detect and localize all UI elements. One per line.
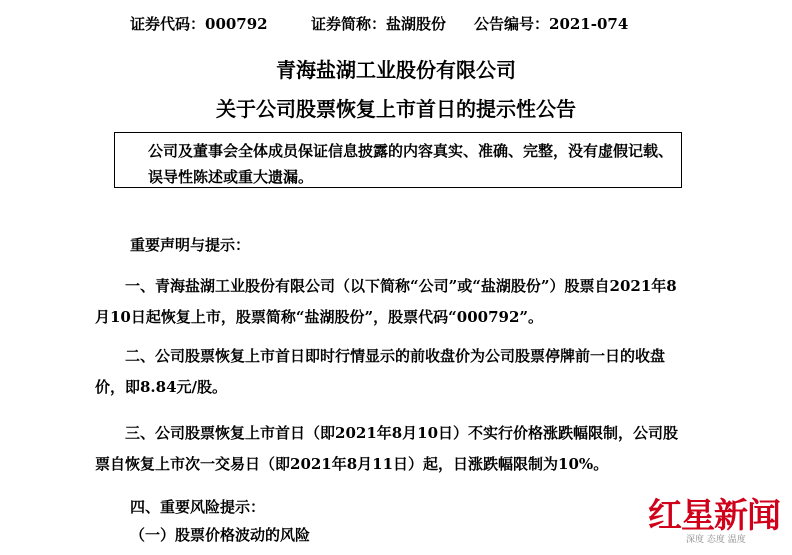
announcement-title: 关于公司股票恢复上市首日的提示性公告: [216, 97, 576, 121]
hongxing-news-logo: [648, 488, 788, 550]
risk-subheading: （一）股票价格波动的风险: [130, 526, 311, 544]
item-2-text: 二、公司股票恢复上市首日即时行情显示的前收盘价为公司股票停牌前一日的收盘价，即8.84元/股。: [95, 347, 666, 396]
logo-tagline: 深度 态度 温度: [686, 535, 746, 545]
securities-short-name: 证券简称：盐湖股份: [311, 15, 447, 33]
item-3-text: 三、公司股票恢复上市首日（即2021年8月10日）不实行价格涨跌幅限制，公司股票自恢复上市次一交易日（即2021年8月11日）起，日涨跌幅限制为10%。: [95, 424, 679, 473]
item-3: [95, 418, 685, 480]
logo-brand-text: 红星新闻: [648, 496, 780, 536]
item-1-text: 一、青海盐湖工业股份有限公司（以下简称“公司”或“盐湖股份”）股票自2021年8月10日起恢复上市，股票简称“盐湖股份”，股票代码“000792”。: [95, 277, 677, 326]
item-1: [95, 271, 685, 333]
announcement-number: 公告编号：2021-074: [474, 15, 629, 33]
item-2: [95, 341, 685, 403]
securities-code: 证券代码：000792: [130, 15, 268, 33]
disclosure-notice-box: 公司及董事会全体成员保证信息披露的内容真实、准确、完整，没有虚假记载、误导性陈述或重大遗漏。: [114, 132, 682, 188]
risk-heading: 四、重要风险提示：: [130, 498, 266, 516]
important-statement-heading: 重要声明与提示：: [130, 236, 251, 254]
company-name: 青海盐湖工业股份有限公司: [276, 58, 516, 82]
